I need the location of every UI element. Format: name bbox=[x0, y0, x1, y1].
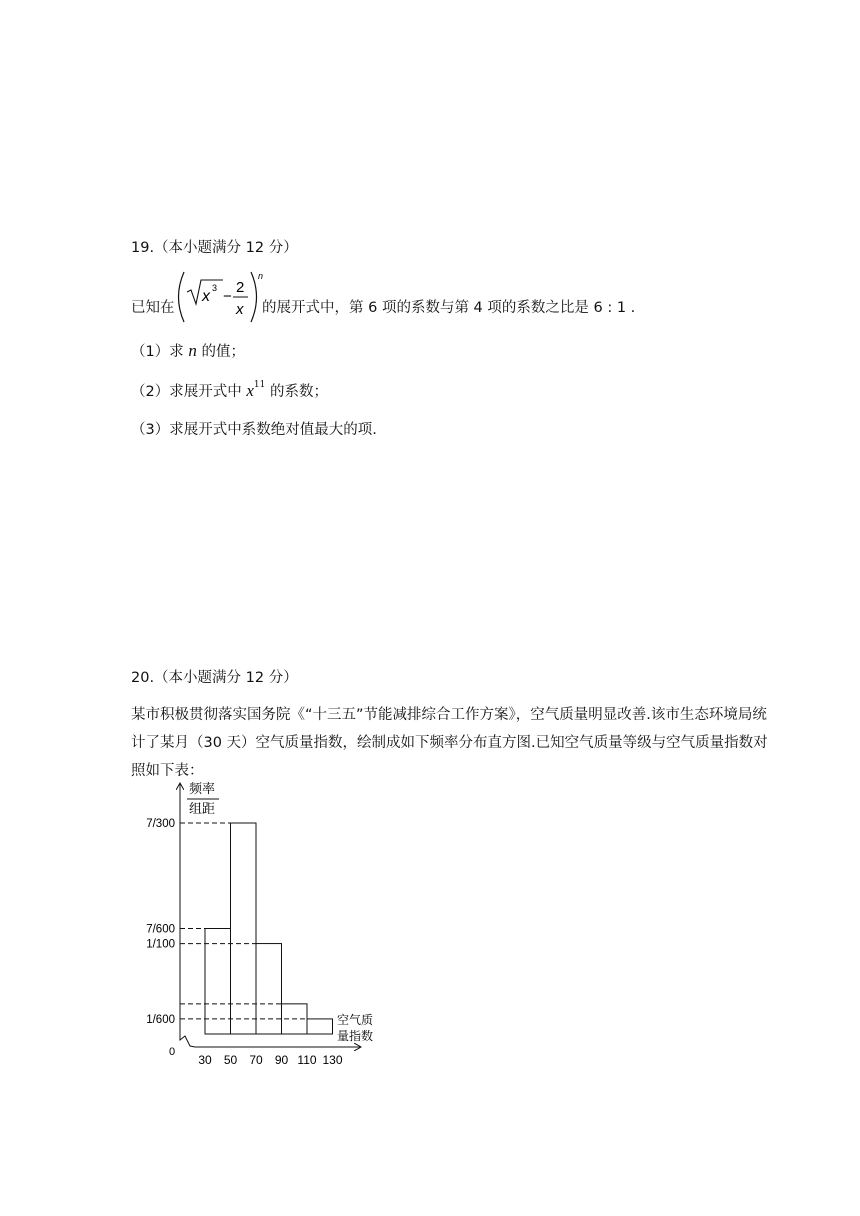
y-tick-label: 7/300 bbox=[146, 818, 175, 830]
x-label-top: 空气质 bbox=[337, 1013, 374, 1027]
x-tick-label: 50 bbox=[223, 1053, 238, 1067]
axis-break-icon bbox=[180, 1034, 195, 1047]
y-tick-label: 7/600 bbox=[146, 923, 175, 936]
q19-p2-var: x bbox=[246, 381, 254, 400]
dashed-guides bbox=[180, 823, 307, 1019]
q19-part-3: （3）求展开式中系数绝对值最大的项. bbox=[131, 422, 377, 438]
q19-stem-suffix: 的展开式中，第 6 项的系数与第 4 项的系数之比是 6 : 1 . bbox=[262, 300, 636, 316]
y-tick-label: 1/100 bbox=[146, 938, 175, 951]
histogram-bars bbox=[205, 823, 333, 1034]
q19-stem-prefix: 已知在 bbox=[131, 300, 175, 316]
frequency-histogram bbox=[125, 778, 395, 1073]
x-label-bottom: 量指数 bbox=[337, 1029, 374, 1043]
y-label-bottom: 组距 bbox=[189, 801, 216, 816]
x-tick-label: 90 bbox=[274, 1053, 289, 1067]
left-paren bbox=[179, 272, 185, 322]
q19-part-2 bbox=[131, 380, 328, 401]
expr-outer-exp: n bbox=[258, 271, 264, 281]
q19-header: 19.（本小题满分 12 分） bbox=[131, 240, 298, 256]
q19-p2-prefix: （2）求展开式中 bbox=[131, 384, 242, 400]
x-tick-label: 110 bbox=[297, 1053, 317, 1067]
histogram-bar bbox=[307, 1019, 333, 1034]
expr-numerator: 2 bbox=[236, 279, 245, 296]
q19-binomial-expression bbox=[173, 268, 265, 326]
y-label-top: 频率 bbox=[189, 781, 216, 796]
x-tick-label: 130 bbox=[322, 1053, 343, 1067]
q19-p2-exp: 11 bbox=[253, 380, 266, 390]
histogram-bar bbox=[231, 823, 257, 1034]
expr-minus: − bbox=[223, 288, 232, 305]
expr-base: x bbox=[202, 288, 210, 305]
y-tick-label: 1/600 bbox=[146, 1013, 175, 1026]
histogram-bar bbox=[205, 928, 231, 1034]
q19-p1-prefix: （1）求 bbox=[131, 344, 184, 360]
x-tick-label: 30 bbox=[198, 1053, 212, 1067]
q19-part-1 bbox=[131, 340, 245, 361]
y-tick-labels bbox=[146, 818, 175, 1026]
origin-label: 0 bbox=[169, 1046, 176, 1058]
expr-denominator: x bbox=[236, 301, 244, 318]
right-paren bbox=[251, 272, 257, 322]
x-tick-labels bbox=[198, 1053, 343, 1067]
expr-base-exp: 3 bbox=[212, 283, 218, 293]
q19-p1-var: n bbox=[188, 341, 197, 360]
q20-header: 20.（本小题满分 12 分） bbox=[131, 670, 298, 686]
q19-p2-suffix: 的系数； bbox=[269, 384, 328, 400]
x-tick-label: 70 bbox=[249, 1053, 263, 1067]
q19-p1-suffix: 的值； bbox=[201, 344, 245, 360]
q20-body: 某市积极贯彻落实国务院《“十三五”节能减排综合工作方案》，空气质量明显改善.该市生态环境局统计了某月（30 天）空气质量指数，绘制成如下频率分布直方图.已知空气质量等级与空气质量指数对照如下表： bbox=[131, 707, 768, 779]
histogram-bar bbox=[256, 944, 282, 1034]
